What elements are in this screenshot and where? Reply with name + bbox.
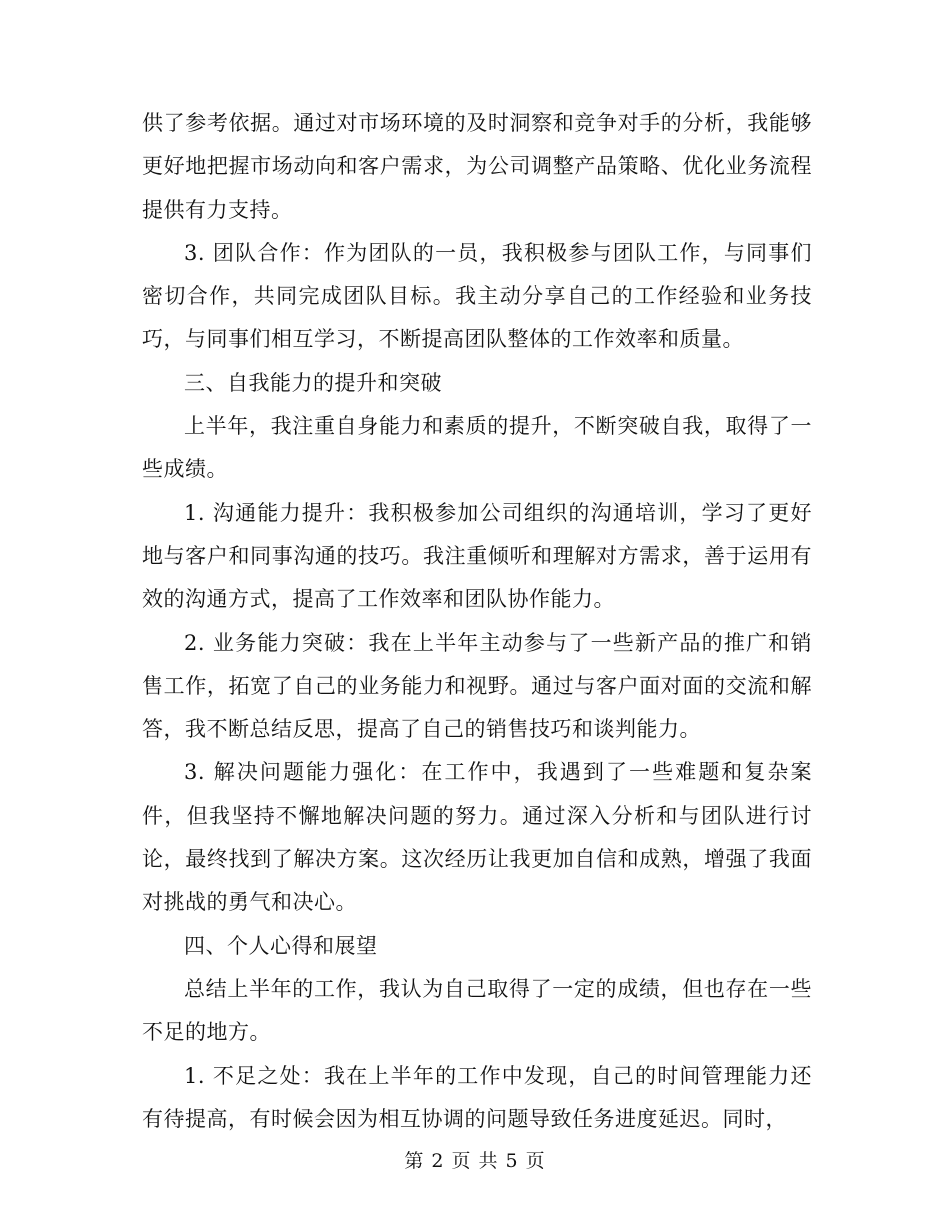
section-heading-self-improvement: 三、自我能力的提升和突破 bbox=[184, 370, 442, 395]
section-heading-reflection: 四、个人心得和展望 bbox=[184, 933, 378, 958]
paragraph-self-improvement-intro: 上半年，我注重自身能力和素质的提升，不断突破自我，取得了一些成绩。 bbox=[142, 414, 812, 482]
paragraph-reflection-intro: 总结上半年的工作，我认为自己取得了一定的成绩，但也存在一些不足的地方。 bbox=[142, 976, 812, 1045]
document-body bbox=[142, 102, 812, 1141]
paragraph-problem-solving: 3. 解决问题能力强化：在工作中，我遇到了一些难题和复杂案件，但我坚持不懈地解决问题的努力。通过深入分析和与团队进行讨论，最终找到了解决方案。这次经历让我更加自信和成熟，增强了我面对挑战的勇气和决心。 bbox=[142, 760, 812, 915]
page-number-footer: 第 2 页 共 5 页 bbox=[404, 1150, 546, 1172]
paragraph-team-cooperation: 3. 团队合作：作为团队的一员，我积极参与团队工作，与同事们密切合作，共同完成团队目标。我主动分享自己的工作经验和业务技巧，与同事们相互学习，不断提高团队整体的工作效率和质量。 bbox=[142, 240, 812, 352]
paragraph-communication: 1. 沟通能力提升：我积极参加公司组织的沟通培训，学习了更好地与客户和同事沟通的技巧。我注重倾听和理解对方需求，善于运用有效的沟通方式，提高了工作效率和团队协作能力。 bbox=[142, 500, 812, 612]
paragraph-shortcomings: 1. 不足之处：我在上半年的工作中发现，自己的时间管理能力还有待提高，有时候会因为相互协调的问题导致任务进度延迟。同时， bbox=[142, 1063, 812, 1131]
paragraph-business-ability: 2. 业务能力突破：我在上半年主动参与了一些新产品的推广和销售工作，拓宽了自己的业务能力和视野。通过与客户面对面的交流和解答，我不断总结反思，提高了自己的销售技巧和谈判能力。 bbox=[142, 630, 812, 742]
paragraph-continuation: 供了参考依据。通过对市场环境的及时洞察和竞争对手的分析，我能够更好地把握市场动向和客户需求，为公司调整产品策略、优化业务流程提供有力支持。 bbox=[142, 111, 812, 222]
